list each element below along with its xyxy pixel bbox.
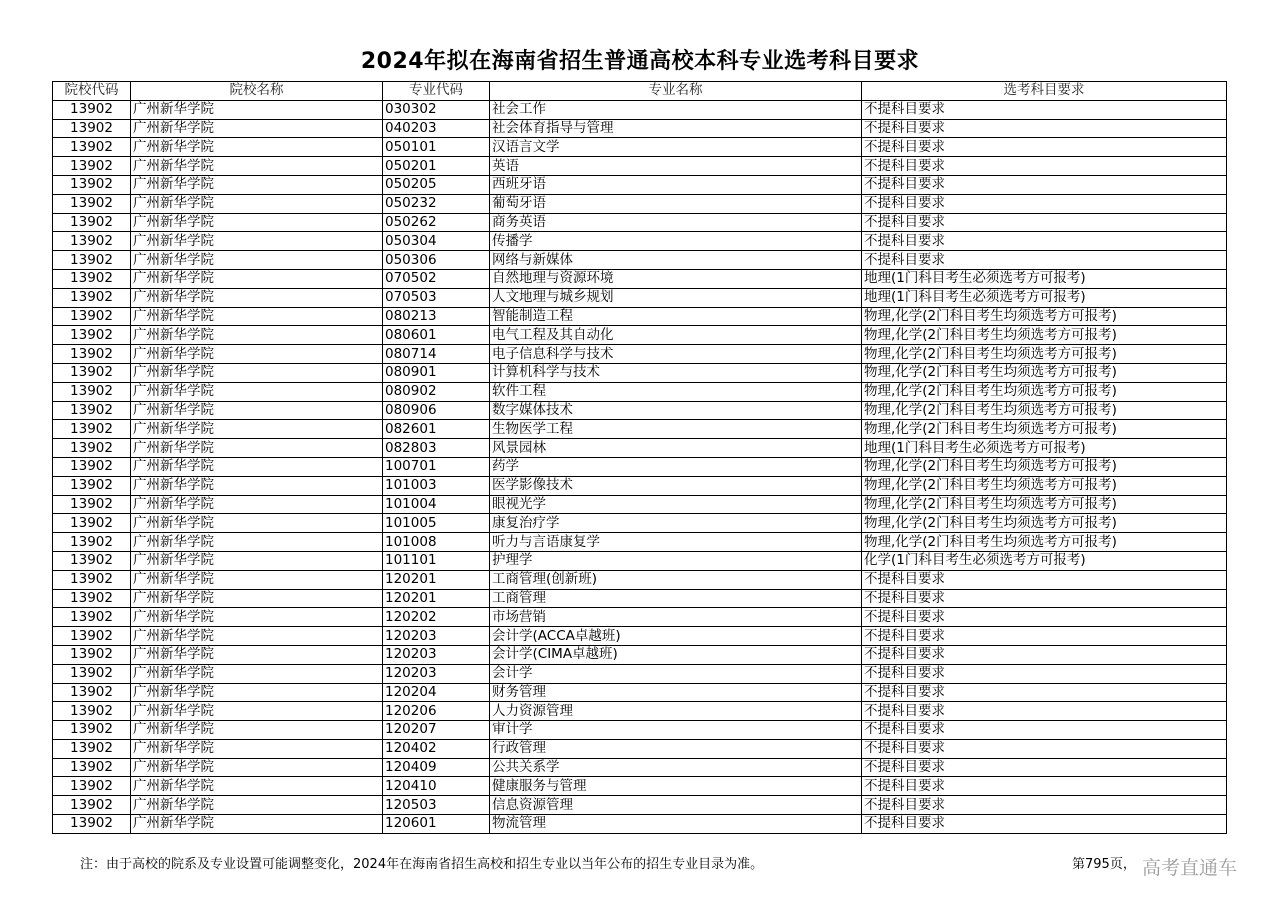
cell-school-code: 13902 <box>53 551 131 570</box>
table-row <box>53 439 1227 458</box>
table-row <box>53 119 1227 138</box>
cell-school-code: 13902 <box>53 439 131 458</box>
cell-major-name: 商务英语 <box>490 213 862 232</box>
header-major-code: 专业代码 <box>383 82 490 101</box>
cell-school-name: 广州新华学院 <box>131 702 383 721</box>
cell-major-code: 120402 <box>383 739 490 758</box>
cell-major-name: 风景园林 <box>490 439 862 458</box>
table-row <box>53 627 1227 646</box>
cell-major-code: 050232 <box>383 194 490 213</box>
cell-major-code: 080601 <box>383 326 490 345</box>
table-body <box>53 100 1227 833</box>
cell-major-code: 080906 <box>383 401 490 420</box>
cell-school-name: 广州新华学院 <box>131 251 383 270</box>
table-row <box>53 495 1227 514</box>
cell-requirement: 地理(1门科目考生必须选考方可报考) <box>862 288 1227 307</box>
cell-major-name: 药学 <box>490 457 862 476</box>
cell-school-name: 广州新华学院 <box>131 119 383 138</box>
cell-school-code: 13902 <box>53 175 131 194</box>
cell-school-code: 13902 <box>53 345 131 364</box>
cell-school-name: 广州新华学院 <box>131 664 383 683</box>
cell-school-code: 13902 <box>53 420 131 439</box>
table-row <box>53 551 1227 570</box>
cell-major-name: 电子信息科学与技术 <box>490 345 862 364</box>
cell-school-code: 13902 <box>53 777 131 796</box>
cell-major-name: 网络与新媒体 <box>490 251 862 270</box>
cell-school-name: 广州新华学院 <box>131 401 383 420</box>
cell-requirement: 不提科目要求 <box>862 627 1227 646</box>
cell-major-code: 120203 <box>383 627 490 646</box>
cell-requirement: 不提科目要求 <box>862 702 1227 721</box>
cell-requirement: 不提科目要求 <box>862 815 1227 834</box>
cell-major-code: 120203 <box>383 645 490 664</box>
cell-school-code: 13902 <box>53 683 131 702</box>
table-row <box>53 514 1227 533</box>
cell-school-name: 广州新华学院 <box>131 739 383 758</box>
cell-major-code: 050101 <box>383 138 490 157</box>
cell-school-name: 广州新华学院 <box>131 175 383 194</box>
table-row <box>53 645 1227 664</box>
cell-major-name: 公共关系学 <box>490 758 862 777</box>
cell-major-code: 120409 <box>383 758 490 777</box>
cell-school-code: 13902 <box>53 269 131 288</box>
cell-requirement: 不提科目要求 <box>862 664 1227 683</box>
cell-major-name: 行政管理 <box>490 739 862 758</box>
cell-school-name: 广州新华学院 <box>131 439 383 458</box>
cell-requirement: 物理,化学(2门科目考生均须选考方可报考) <box>862 363 1227 382</box>
cell-major-name: 工商管理 <box>490 589 862 608</box>
cell-school-name: 广州新华学院 <box>131 363 383 382</box>
cell-school-name: 广州新华学院 <box>131 758 383 777</box>
table-row <box>53 815 1227 834</box>
cell-school-code: 13902 <box>53 608 131 627</box>
cell-school-code: 13902 <box>53 457 131 476</box>
cell-major-name: 审计学 <box>490 721 862 740</box>
cell-school-name: 广州新华学院 <box>131 382 383 401</box>
table-row <box>53 307 1227 326</box>
cell-requirement: 不提科目要求 <box>862 721 1227 740</box>
cell-major-name: 物流管理 <box>490 815 862 834</box>
cell-major-name: 汉语言文学 <box>490 138 862 157</box>
cell-major-code: 050306 <box>383 251 490 270</box>
cell-school-name: 广州新华学院 <box>131 796 383 815</box>
header-requirement: 选考科目要求 <box>862 82 1227 101</box>
table-row <box>53 664 1227 683</box>
header-school-name: 院校名称 <box>131 82 383 101</box>
cell-major-name: 工商管理(创新班) <box>490 570 862 589</box>
cell-school-code: 13902 <box>53 288 131 307</box>
cell-requirement: 物理,化学(2门科目考生均须选考方可报考) <box>862 382 1227 401</box>
cell-major-name: 生物医学工程 <box>490 420 862 439</box>
cell-major-name: 社会工作 <box>490 100 862 119</box>
cell-major-code: 080902 <box>383 382 490 401</box>
table-row <box>53 683 1227 702</box>
cell-requirement: 不提科目要求 <box>862 175 1227 194</box>
cell-major-name: 英语 <box>490 157 862 176</box>
cell-school-name: 广州新华学院 <box>131 326 383 345</box>
cell-major-code: 120201 <box>383 589 490 608</box>
cell-school-code: 13902 <box>53 721 131 740</box>
cell-major-code: 101101 <box>383 551 490 570</box>
cell-requirement: 物理,化学(2门科目考生均须选考方可报考) <box>862 533 1227 552</box>
cell-major-code: 101008 <box>383 533 490 552</box>
cell-requirement: 不提科目要求 <box>862 100 1227 119</box>
cell-major-name: 财务管理 <box>490 683 862 702</box>
table-row <box>53 758 1227 777</box>
cell-requirement: 不提科目要求 <box>862 796 1227 815</box>
cell-major-name: 智能制造工程 <box>490 307 862 326</box>
cell-requirement: 不提科目要求 <box>862 758 1227 777</box>
cell-school-name: 广州新华学院 <box>131 269 383 288</box>
cell-major-code: 050201 <box>383 157 490 176</box>
cell-major-code: 082601 <box>383 420 490 439</box>
cell-requirement: 物理,化学(2门科目考生均须选考方可报考) <box>862 401 1227 420</box>
cell-school-code: 13902 <box>53 213 131 232</box>
table-row <box>53 138 1227 157</box>
cell-major-name: 会计学 <box>490 664 862 683</box>
cell-school-code: 13902 <box>53 401 131 420</box>
footer-note: 注：由于高校的院系及专业设置可能调整变化，2024年在海南省招生高校和招生专业以当年公布的招生专业目录为准。 <box>80 857 764 872</box>
cell-major-code: 120207 <box>383 721 490 740</box>
cell-major-name: 护理学 <box>490 551 862 570</box>
cell-school-code: 13902 <box>53 157 131 176</box>
table-row <box>53 100 1227 119</box>
cell-requirement: 物理,化学(2门科目考生均须选考方可报考) <box>862 514 1227 533</box>
cell-major-name: 葡萄牙语 <box>490 194 862 213</box>
cell-school-name: 广州新华学院 <box>131 627 383 646</box>
cell-major-code: 120503 <box>383 796 490 815</box>
cell-major-code: 080213 <box>383 307 490 326</box>
cell-school-name: 广州新华学院 <box>131 288 383 307</box>
cell-school-code: 13902 <box>53 476 131 495</box>
cell-requirement: 不提科目要求 <box>862 683 1227 702</box>
cell-school-name: 广州新华学院 <box>131 551 383 570</box>
table-row <box>53 401 1227 420</box>
cell-major-name: 健康服务与管理 <box>490 777 862 796</box>
cell-major-code: 080901 <box>383 363 490 382</box>
cell-school-name: 广州新华学院 <box>131 476 383 495</box>
table-row <box>53 589 1227 608</box>
cell-school-name: 广州新华学院 <box>131 721 383 740</box>
cell-school-code: 13902 <box>53 119 131 138</box>
cell-school-code: 13902 <box>53 251 131 270</box>
cell-requirement: 不提科目要求 <box>862 777 1227 796</box>
cell-major-name: 听力与言语康复学 <box>490 533 862 552</box>
cell-major-code: 040203 <box>383 119 490 138</box>
cell-school-code: 13902 <box>53 627 131 646</box>
cell-major-code: 120410 <box>383 777 490 796</box>
cell-major-code: 120202 <box>383 608 490 627</box>
cell-school-name: 广州新华学院 <box>131 213 383 232</box>
cell-major-name: 康复治疗学 <box>490 514 862 533</box>
cell-school-name: 广州新华学院 <box>131 608 383 627</box>
table-row <box>53 476 1227 495</box>
cell-major-code: 120206 <box>383 702 490 721</box>
cell-major-code: 120204 <box>383 683 490 702</box>
table-row <box>53 739 1227 758</box>
table-row <box>53 157 1227 176</box>
table-row <box>53 269 1227 288</box>
cell-school-name: 广州新华学院 <box>131 645 383 664</box>
table-row <box>53 363 1227 382</box>
cell-school-code: 13902 <box>53 702 131 721</box>
cell-school-code: 13902 <box>53 326 131 345</box>
cell-requirement: 不提科目要求 <box>862 251 1227 270</box>
cell-school-code: 13902 <box>53 307 131 326</box>
cell-school-code: 13902 <box>53 796 131 815</box>
requirements-table <box>52 81 1227 834</box>
cell-school-code: 13902 <box>53 194 131 213</box>
table-row <box>53 570 1227 589</box>
cell-school-name: 广州新华学院 <box>131 589 383 608</box>
cell-major-name: 医学影像技术 <box>490 476 862 495</box>
cell-requirement: 地理(1门科目考生必须选考方可报考) <box>862 439 1227 458</box>
table-row <box>53 175 1227 194</box>
cell-major-name: 传播学 <box>490 232 862 251</box>
table-row <box>53 796 1227 815</box>
cell-major-name: 会计学(ACCA卓越班) <box>490 627 862 646</box>
cell-school-name: 广州新华学院 <box>131 307 383 326</box>
cell-requirement: 物理,化学(2门科目考生均须选考方可报考) <box>862 326 1227 345</box>
cell-requirement: 不提科目要求 <box>862 589 1227 608</box>
cell-requirement: 化学(1门科目考生必须选考方可报考) <box>862 551 1227 570</box>
cell-school-name: 广州新华学院 <box>131 514 383 533</box>
cell-major-name: 会计学(CIMA卓越班) <box>490 645 862 664</box>
cell-school-code: 13902 <box>53 589 131 608</box>
cell-school-code: 13902 <box>53 533 131 552</box>
cell-major-code: 030302 <box>383 100 490 119</box>
table-header-row <box>53 82 1227 101</box>
cell-major-code: 082803 <box>383 439 490 458</box>
cell-requirement: 不提科目要求 <box>862 739 1227 758</box>
page-number: 第795页， <box>1072 857 1136 872</box>
cell-major-name: 电气工程及其自动化 <box>490 326 862 345</box>
cell-major-name: 社会体育指导与管理 <box>490 119 862 138</box>
cell-requirement: 不提科目要求 <box>862 608 1227 627</box>
table-row <box>53 382 1227 401</box>
cell-requirement: 物理,化学(2门科目考生均须选考方可报考) <box>862 307 1227 326</box>
cell-school-name: 广州新华学院 <box>131 815 383 834</box>
cell-school-name: 广州新华学院 <box>131 457 383 476</box>
table-row <box>53 533 1227 552</box>
cell-school-code: 13902 <box>53 495 131 514</box>
table-row <box>53 326 1227 345</box>
cell-requirement: 地理(1门科目考生必须选考方可报考) <box>862 269 1227 288</box>
table-row <box>53 345 1227 364</box>
cell-requirement: 不提科目要求 <box>862 119 1227 138</box>
cell-requirement: 物理,化学(2门科目考生均须选考方可报考) <box>862 345 1227 364</box>
page-title: 2024年拟在海南省招生普通高校本科专业选考科目要求 <box>360 49 920 74</box>
cell-school-code: 13902 <box>53 758 131 777</box>
cell-school-name: 广州新华学院 <box>131 683 383 702</box>
cell-school-code: 13902 <box>53 363 131 382</box>
cell-major-name: 人力资源管理 <box>490 702 862 721</box>
table-row <box>53 420 1227 439</box>
cell-major-code: 080714 <box>383 345 490 364</box>
cell-major-code: 101004 <box>383 495 490 514</box>
cell-requirement: 不提科目要求 <box>862 570 1227 589</box>
cell-major-name: 西班牙语 <box>490 175 862 194</box>
cell-school-name: 广州新华学院 <box>131 345 383 364</box>
cell-major-code: 120203 <box>383 664 490 683</box>
cell-major-name: 市场营销 <box>490 608 862 627</box>
table-row <box>53 777 1227 796</box>
cell-school-name: 广州新华学院 <box>131 420 383 439</box>
cell-major-code: 120601 <box>383 815 490 834</box>
cell-requirement: 不提科目要求 <box>862 213 1227 232</box>
cell-major-name: 信息资源管理 <box>490 796 862 815</box>
cell-school-code: 13902 <box>53 664 131 683</box>
table-row <box>53 608 1227 627</box>
cell-requirement: 物理,化学(2门科目考生均须选考方可报考) <box>862 420 1227 439</box>
cell-major-name: 眼视光学 <box>490 495 862 514</box>
cell-school-name: 广州新华学院 <box>131 495 383 514</box>
cell-major-code: 101005 <box>383 514 490 533</box>
cell-school-name: 广州新华学院 <box>131 533 383 552</box>
cell-major-name: 自然地理与资源环境 <box>490 269 862 288</box>
table-row <box>53 702 1227 721</box>
cell-major-code: 050262 <box>383 213 490 232</box>
cell-school-code: 13902 <box>53 815 131 834</box>
cell-requirement: 物理,化学(2门科目考生均须选考方可报考) <box>862 476 1227 495</box>
watermark: 高考直通车 <box>1142 857 1238 879</box>
cell-school-code: 13902 <box>53 514 131 533</box>
table-row <box>53 288 1227 307</box>
cell-major-code: 101003 <box>383 476 490 495</box>
cell-school-name: 广州新华学院 <box>131 138 383 157</box>
cell-requirement: 不提科目要求 <box>862 194 1227 213</box>
cell-school-name: 广州新华学院 <box>131 570 383 589</box>
cell-major-code: 070503 <box>383 288 490 307</box>
cell-requirement: 不提科目要求 <box>862 232 1227 251</box>
table-row <box>53 251 1227 270</box>
cell-school-name: 广州新华学院 <box>131 100 383 119</box>
cell-major-name: 数字媒体技术 <box>490 401 862 420</box>
cell-school-code: 13902 <box>53 100 131 119</box>
cell-school-name: 广州新华学院 <box>131 157 383 176</box>
cell-major-name: 计算机科学与技术 <box>490 363 862 382</box>
cell-school-code: 13902 <box>53 570 131 589</box>
table-row <box>53 457 1227 476</box>
cell-school-name: 广州新华学院 <box>131 194 383 213</box>
cell-major-code: 100701 <box>383 457 490 476</box>
cell-school-name: 广州新华学院 <box>131 232 383 251</box>
table-row <box>53 213 1227 232</box>
header-school-code: 院校代码 <box>53 82 131 101</box>
cell-major-name: 人文地理与城乡规划 <box>490 288 862 307</box>
cell-major-code: 050205 <box>383 175 490 194</box>
cell-requirement: 不提科目要求 <box>862 157 1227 176</box>
header-major-name: 专业名称 <box>490 82 862 101</box>
cell-major-code: 070502 <box>383 269 490 288</box>
cell-school-code: 13902 <box>53 232 131 251</box>
table-row <box>53 194 1227 213</box>
cell-major-name: 软件工程 <box>490 382 862 401</box>
cell-requirement: 不提科目要求 <box>862 138 1227 157</box>
cell-school-name: 广州新华学院 <box>131 777 383 796</box>
cell-requirement: 物理,化学(2门科目考生均须选考方可报考) <box>862 495 1227 514</box>
cell-major-code: 120201 <box>383 570 490 589</box>
table-row <box>53 721 1227 740</box>
cell-school-code: 13902 <box>53 382 131 401</box>
cell-major-code: 050304 <box>383 232 490 251</box>
table-row <box>53 232 1227 251</box>
cell-school-code: 13902 <box>53 739 131 758</box>
cell-requirement: 不提科目要求 <box>862 645 1227 664</box>
cell-school-code: 13902 <box>53 645 131 664</box>
cell-requirement: 物理,化学(2门科目考生均须选考方可报考) <box>862 457 1227 476</box>
cell-school-code: 13902 <box>53 138 131 157</box>
